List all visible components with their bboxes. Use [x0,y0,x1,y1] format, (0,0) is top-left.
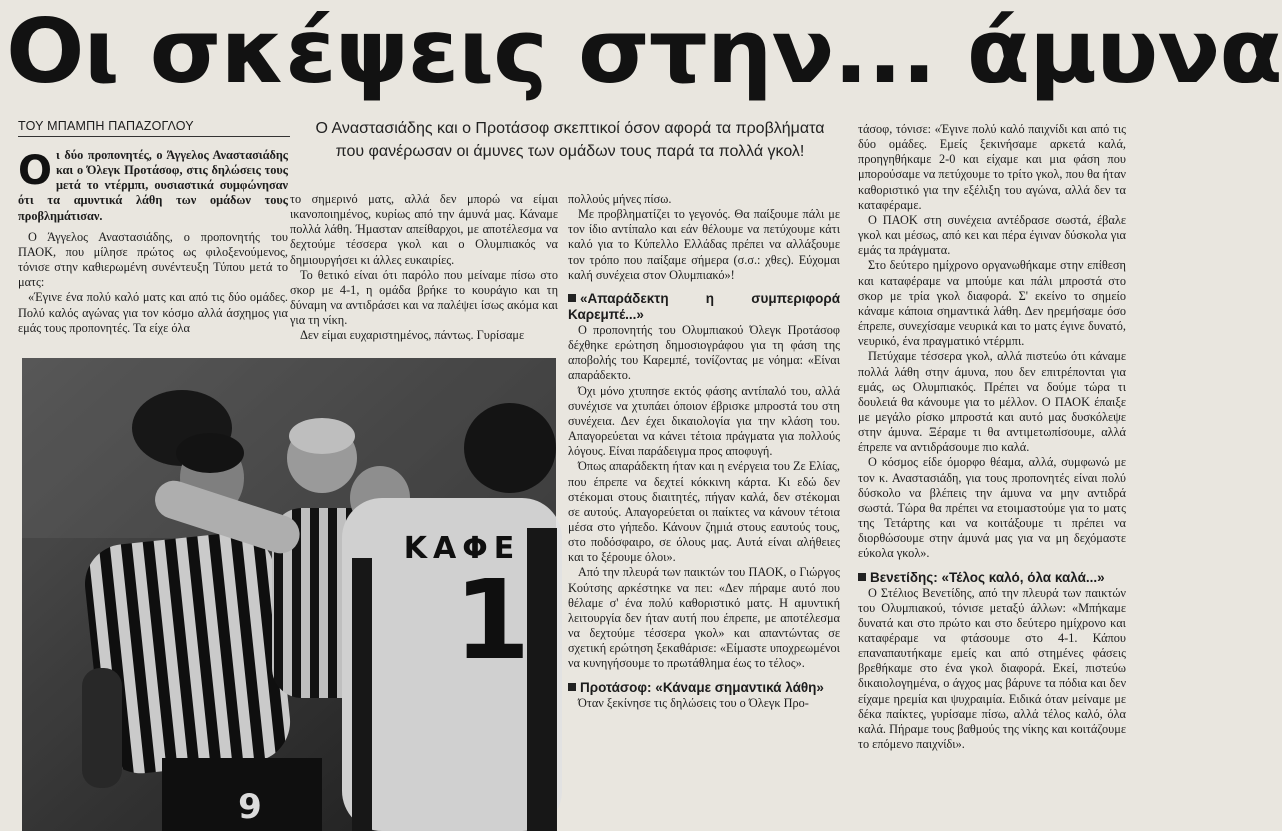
column-2 [290,192,558,344]
body-paragraph: Όχι μόνο χτυπησε εκτός φάσης αντίπαλό του, αλλά συνέχισε να χτυπάει όποιον έβρισκε μπροστά του στη συνέχεια. Δεν έχει δικαιολογία για την κλάση του. Απαγορεύεται να κάνει τέτοια πράγματα για πολλούς λόγους. Είναι παράδειγμα προς αποφυγή. [568,383,840,459]
match-photo [22,358,556,831]
subheading-text: «Απαράδεκτη η συμπεριφορά Καρεμπέ...» [568,290,840,322]
body-paragraph: Ο Άγγελος Αναστασιάδης, ο προπονητής του ΠΑΟΚ, που μίλησε πρώτος ως φιλοξενούμενος, τόνισε στην καθιερωμένη συνέντευξη Τύπου μετά το ματς: [18,229,288,290]
body-paragraph: Με προβληματίζει το γεγονός. Θα παίξουμε πάλι με τον ίδιο αντίπαλο και εάν θέλουμε να πετύχουμε κάτι καλό για το Κύπελλο Ελλάδας πρέπει να αλλάξουμε τον τρόπο που παίξαμε σήμερα (σ.σ.: χθες). Εύχομαι καλή συνέχεια στον Ολυμπιακό»! [568,207,840,282]
body-paragraph: το σημερινό ματς, αλλά δεν μπορώ να είμαι ικανοποιημένος, κυρίως από την άμυνά μας. Κάναμε πολλά λάθη. Ήμασταν απείθαρχοι, με αποτέλεσμα να δεχτούμε τέσσερα γκολ και ο Ολυμπιακός να δημιουργήσει κι άλλες ευκαιρίες. [290,192,558,267]
shirt-sponsor-text: ΚΑΦΕ [403,531,521,566]
subheading [568,291,840,323]
body-paragraph: «Έγινε ένα πολύ καλό ματς και από τις δύο ομάδες. Πολύ καλός αγώνας για τον κόσμο αλλά άσχημος για εμάς τους προπονητές. Τα είχε όλα [18,290,288,335]
body-paragraph: Ο προπονητής του Ολυμπιακού Όλεγκ Προτάσοφ δέχθηκε ερώτηση δημοσιογράφου για τη φάση της αποβολής του Καρεμπέ, τονίζοντας με νόημα: «Είναι απαράδεκτο. [568,322,840,383]
body-paragraph: Πετύχαμε τέσσερα γκολ, αλλά πιστεύω ότι κάναμε πολλά λάθη στην άμυνα, που δεν επιτρέπονται για εμάς, ως Ολυμπιακός. Πρέπει να δούμε τώρα τι δουλειά θα κάνουμε για το μέλλον. Ο ΠΑΟΚ έπαιξε με μεγάλο ρίσκο μπροστά και αυτό μας δυσκόλεψε στην άμυνα. Ξέραμε τι θα αντιμετωπίσουμε, αλλά έπρεπε να αντιδράσουμε πιο καλά. [858,349,1126,455]
lead-paragraph [18,148,288,224]
body-paragraph: Το θετικό είναι ότι παρόλο που μείναμε πίσω στο σκορ με 4-1, η ομάδα βρήκε το κουράγιο και τη δύναμη να αντιδράσει και να παλέψει ίσως ακόμα και για τη νίκη. [290,267,558,328]
subheading [858,570,1126,586]
photo-players-celebrating [22,358,556,831]
square-bullet-icon [568,294,576,302]
body-paragraph: Από την πλευρά των παικτών του ΠΑΟΚ, ο Γιώργος Κούτσης αρκέστηκε να πει: «Δεν πήραμε αυτό που θέλαμε σ' ένα πολύ καθοριστικό ματς. Η αμυντική λειτουργία δεν ήταν αυτή που έπρεπε, με αποτέλεσμα να δεχτούμε τέσσερα γκολ» και απαντώντας σε σχετική ερώτηση ξεκαθάρισε: «Είμαστε υποχρεωμένοι να κυνηγήσουμε το πρωτάθλημα έως το τέλος». [568,565,840,671]
subheading [568,680,840,696]
lead-text: ι δύο προπονητές, ο Άγγελος Αναστασιάδης και ο Όλεγκ Προτάσοφ, στις δηλώσεις τους μετά το ντέρμπι, ουσιαστικά συμφώνησαν ότι τα αμυντικά λάθη των ομάδων τους προβλημάτισαν. [18,148,288,223]
body-paragraph: Δεν είμαι ευχαριστημένος, πάντως. Γυρίσαμε [300,328,525,343]
body-paragraph: Ο ΠΑΟΚ στη συνέχεια αντέδρασε σωστά, έβαλε γκολ και μέσως, από κει και πέρα έγιναν δύσκολα για εμάς τα πράγματα. [858,212,1126,258]
subheading-text: Προτάσοφ: «Κάναμε σημαντικά λάθη» [580,679,824,695]
body-paragraph: Ο Στέλιος Βενετίδης, από την πλευρά των παικτών του Ολυμπιακού, τόνισε μεταξύ άλλων: «Μπήκαμε δυνατά και στο πρώτο και στο δεύτερο ημίχρονο και καταφέραμε να φτάσουμε στο 4-1. Κάπου επαναπαυτήκαμε εμείς και από στημένες φάσεις βρεθήκαμε στο ένα γκολ διαφορά. Εκεί, πιστεύω δικαιολογημένα, ο άγχος μας βάρυνε τα πόδια και δεν είχαμε ηρεμία και ψυχραιμία. Ειδικά όταν μείναμε με δέκα παίκτες, γυρίσαμε πίσω, αλλά τέλος καλό, όλα καλά. Πήραμε τους βαθμούς της νίκης και κοιτάζουμε το επόμενο παιχνίδι». [858,585,1126,752]
column-3 [568,192,840,711]
column-4 [858,122,1126,752]
body-paragraph: Όταν ξεκίνησε τις δηλώσεις του ο Όλεγκ Προ- [578,695,809,710]
column-1 [18,148,288,336]
subheading-text: Βενετίδης: «Τέλος καλό, όλα καλά...» [870,569,1105,585]
subtitle: Ο Αναστασιάδης και ο Προτάσοφ σκεπτικοί όσον αφορά τα προβλήματα που φανέρωσαν οι άμυνες των ομάδων τους παρά τα πολλά γκολ! [315,120,825,160]
body-paragraph: τάσοφ, τόνισε: «Έγινε πολύ καλό παιχνίδι και από τις δύο ομάδες. Εμείς ξεκινήσαμε αρκετά καλά, προηγηθήκαμε 2-0 και είχαμε και μια φάση που μπορούσαμε να πετύχουμε το τρίτο γκολ, που θα ήταν καθοριστικό για την εξέλιξη του αγώνα, αλλά δεν τα καταφέραμε. [858,122,1126,212]
square-bullet-icon [858,573,866,581]
body-paragraph: Όπως απαράδεκτη ήταν και η ενέργεια του Ζε Ελίας, που έπρεπε να δεχτεί κόκκινη κάρτα. Κι εδώ δεν στέκομαι στους διαιτητές, πήγαν καλά, δεν στέκομαι σε αυτούς. Απαγορεύεται οι παίκτες να κάνουν τέτοια μέσα στο γήπεδο. Κάνουν ζημιά στους εαυτούς τους, στο ποδόσφαιρο, σε όλους μας. Αυτά είναι αλήθειες και το ξέρουμε όλοι». [568,459,840,565]
byline: ΤΟΥ ΜΠΑΜΠΗ ΠΑΠΑΖΟΓΛΟΥ [18,119,290,137]
shirt-number: 1 [453,556,531,684]
square-bullet-icon [568,683,576,691]
shorts-number: 9 [238,787,262,827]
body-paragraph: Ο κόσμος είδε όμορφο θέαμα, αλλά, συμφωνώ με τον κ. Αναστασιάδη, για τους προπονητές είναι πολύ δύσκολο να βλέπεις την άμυνα να μην αντιδρά σωστά. Τώρα θα πρέπει να ετοιμαστούμε για το ματς της Τετάρτης και να κοιτάξουμε τι πρέπει να διορθώσουμε στην άμυνά μας για να μη δεχόμαστε εύκολα γκολ». [858,455,1126,561]
drop-cap: Ο [18,148,53,194]
body-paragraph: πολλούς μήνες πίσω. [568,192,672,206]
headline: Οι σκέψεις στην... άμυνα [6,0,1282,103]
body-paragraph: Στο δεύτερο ημίχρονο οργανωθήκαμε στην επίθεση και καταφέραμε να μπούμε και πάλι μπροστά στο σκορ με τρία γκολ διαφορά. Σ' εκείνο το σημείο κάναμε κάποια σημαντικά λάθη. Δεν ηρεμήσαμε όσο έπρεπε, συνεχίσαμε νευρικά και το ματς έγινε δυνατό, νευρικό, ένα πραγματικό ντέρμπι. [858,258,1126,349]
